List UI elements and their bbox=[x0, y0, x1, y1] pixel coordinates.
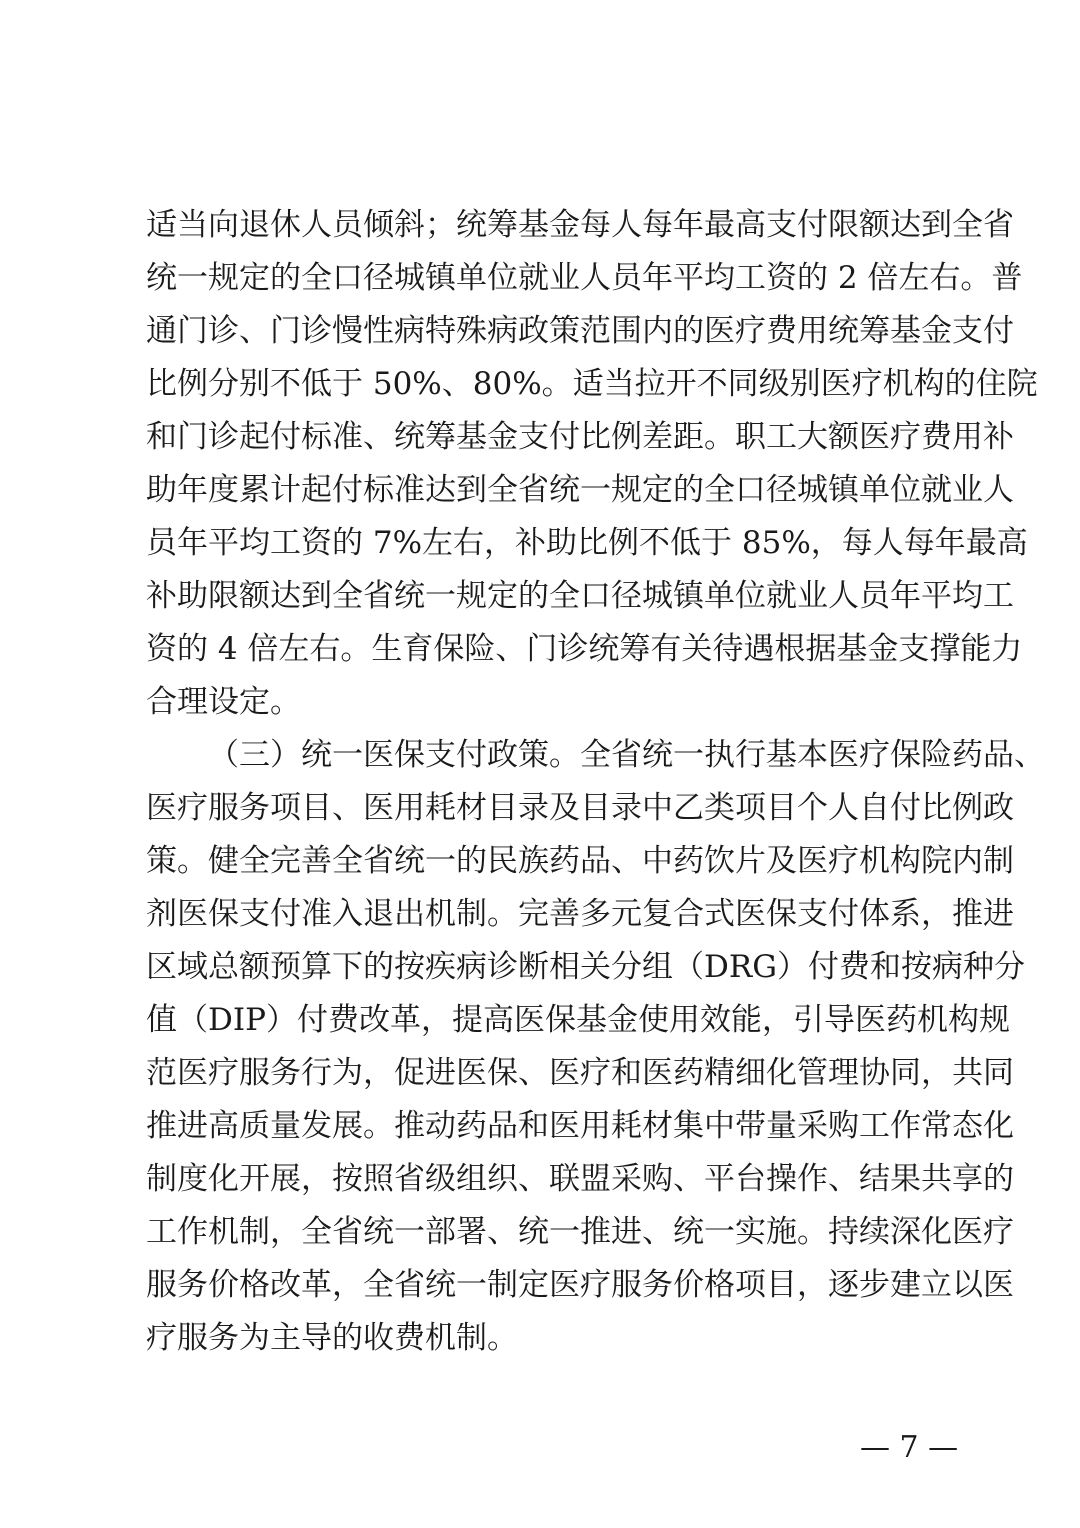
paragraph-2-line-12: 疗服务为主导的收费机制。 bbox=[146, 1320, 518, 1356]
paragraph-1-line-2: 统一规定的全口径城镇单位就业人员年平均工资的 2 倍左右。普 bbox=[146, 260, 1023, 296]
paragraph-2-line-9: 制度化开展，按照省级组织、联盟采购、平台操作、结果共享的 bbox=[146, 1161, 1014, 1197]
paragraph-1-line-3: 通门诊、门诊慢性病特殊病政策范围内的医疗费用统筹基金支付 bbox=[146, 313, 1014, 349]
paragraph-1-line-8: 补助限额达到全省统一规定的全口径城镇单位就业人员年平均工 bbox=[146, 578, 1014, 614]
paragraph-1-line-10: 合理设定。 bbox=[146, 684, 301, 720]
paragraph-1-line-4: 比例分别不低于 50%、80%。适当拉开不同级别医疗机构的住院 bbox=[146, 366, 1038, 402]
paragraph-2-line-5: 区域总额预算下的按疾病诊断相关分组（DRG）付费和按病种分 bbox=[146, 949, 1025, 985]
paragraph-2-line-7: 范医疗服务行为，促进医保、医疗和医药精细化管理协同，共同 bbox=[146, 1055, 1014, 1091]
paragraph-2-line-6: 值（DIP）付费改革，提高医保基金使用效能，引导医药机构规 bbox=[146, 1002, 1010, 1038]
paragraph-2-line-2: 医疗服务项目、医用耗材目录及目录中乙类项目个人自付比例政 bbox=[146, 790, 1014, 826]
page-number: — 7 — bbox=[860, 1430, 959, 1465]
paragraph-1-line-5: 和门诊起付标准、统筹基金支付比例差距。职工大额医疗费用补 bbox=[146, 419, 1014, 455]
paragraph-1-line-9: 资的 4 倍左右。生育保险、门诊统筹有关待遇根据基金支撑能力 bbox=[146, 631, 1023, 667]
paragraph-2-line-10: 工作机制，全省统一部署、统一推进、统一实施。持续深化医疗 bbox=[146, 1214, 1014, 1250]
paragraph-2-line-3: 策。健全完善全省统一的民族药品、中药饮片及医疗机构院内制 bbox=[146, 843, 1014, 879]
paragraph-1-line-6: 助年度累计起付标准达到全省统一规定的全口径城镇单位就业人 bbox=[146, 472, 1014, 508]
paragraph-1-line-7: 员年平均工资的 7%左右，补助比例不低于 85%，每人每年最高 bbox=[146, 525, 1028, 561]
paragraph-2-line-8: 推进高质量发展。推动药品和医用耗材集中带量采购工作常态化 bbox=[146, 1108, 1014, 1144]
paragraph-2-line-4: 剂医保支付准入退出机制。完善多元复合式医保支付体系，推进 bbox=[146, 896, 1014, 932]
paragraph-1-line-1: 适当向退休人员倾斜；统筹基金每人每年最高支付限额达到全省 bbox=[146, 207, 1014, 243]
paragraph-2-line-1: （三）统一医保支付政策。全省统一执行基本医疗保险药品、 bbox=[208, 737, 1045, 773]
paragraph-2-line-11: 服务价格改革，全省统一制定医疗服务价格项目，逐步建立以医 bbox=[146, 1267, 1014, 1303]
